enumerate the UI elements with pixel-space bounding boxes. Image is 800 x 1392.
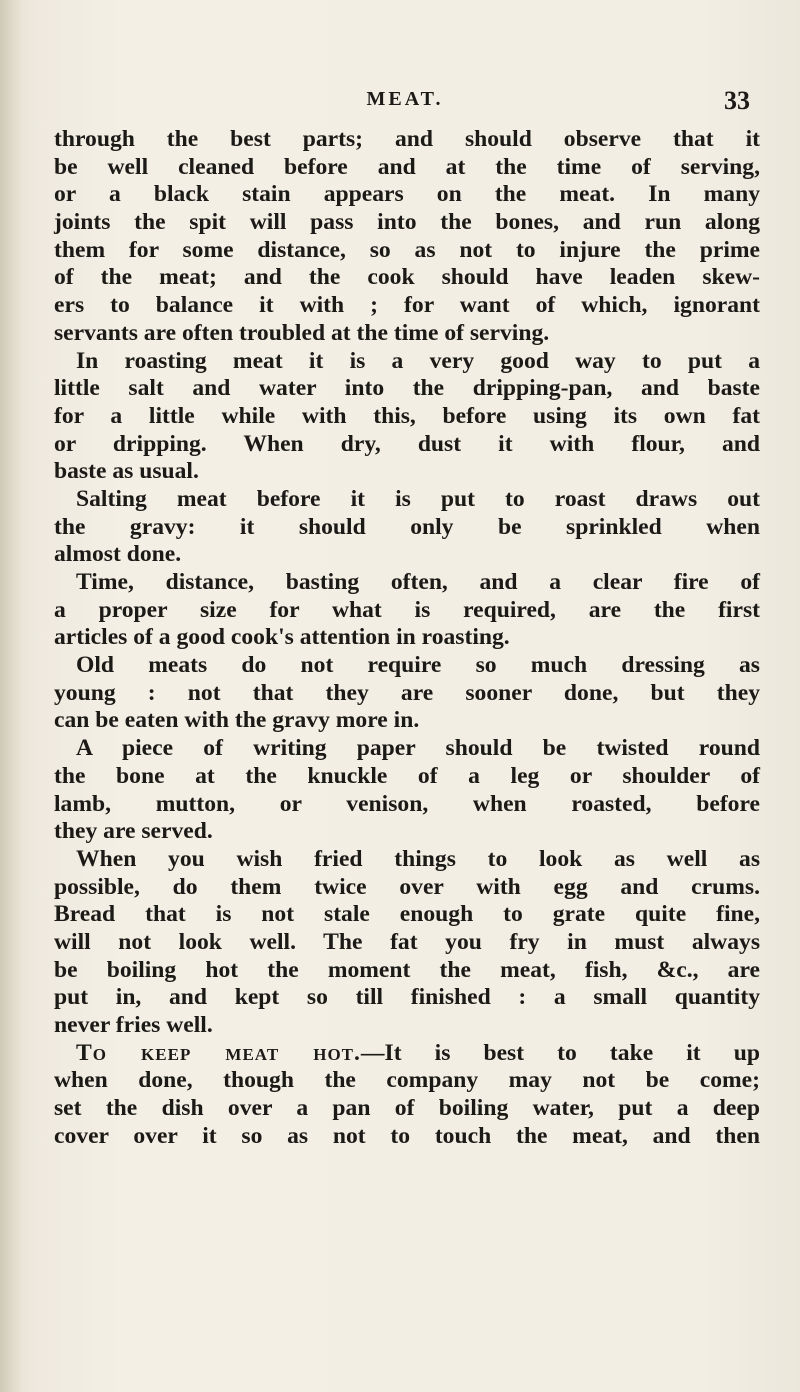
running-title: MEAT. [366, 88, 444, 110]
text-line: them for some distance, so as not to injure the prime [54, 236, 760, 263]
text-line: Time, distance, basting often, and a clear fire of [76, 569, 760, 595]
paragraph-heading-rest: —It is best to take it up [360, 1039, 760, 1066]
text-line: never fries well. [54, 1012, 213, 1038]
text-line: be boiling hot the moment the meat, fish, &c., are [54, 956, 760, 983]
text-line: ers to balance it with ; for want of which, ignorant [54, 292, 760, 319]
text-line: Old meats do not require so much dressing as [76, 652, 760, 679]
text-line: when done, though the company may not be come; [54, 1067, 760, 1094]
text-line: baste as usual. [54, 458, 199, 485]
text-line: set the dish over a pan of boiling water, put a deep [54, 1095, 760, 1122]
running-head [60, 88, 750, 118]
text-line: joints the spit will pass into the bones, and run along [54, 209, 760, 236]
paragraph-heading: To keep meat hot. [76, 1039, 361, 1066]
text-line: cover over it so as not to touch the meat, and then [54, 1122, 760, 1149]
text-line: Bread that is not stale enough to grate quite fine, [54, 901, 760, 928]
text-line: or a black stain appears on the meat. In many [54, 181, 760, 208]
text-line: they are served. [54, 818, 213, 845]
text-line: In roasting meat it is a very good way to put a [76, 347, 760, 374]
text-line: young : not that they are sooner done, but they [54, 679, 760, 706]
text-line: Salting meat before it is put to roast draws out [76, 485, 760, 512]
text-line: will not look well. The fat you fry in must always [54, 928, 760, 955]
text-line: or dripping. When dry, dust it with flour, and [54, 430, 760, 457]
text-line: of the meat; and the cook should have leaden skew- [54, 264, 760, 291]
text-line: can be eaten with the gravy more in. [54, 707, 420, 734]
text-line: lamb, mutton, or venison, when roasted, before [54, 790, 760, 817]
text-line: articles of a good cook's attention in roasting. [54, 624, 510, 651]
text-line: possible, do them twice over with egg and crums. [54, 873, 760, 900]
text-line: put in, and kept so till finished : a small quantity [54, 984, 760, 1011]
text-line: be well cleaned before and at the time of serving, [54, 153, 760, 180]
page-number: 33 [724, 86, 750, 115]
text-line: the gravy: it should only be sprinkled when [54, 513, 760, 540]
text-line: the bone at the knuckle of a leg or shoulder of [54, 762, 760, 789]
text-line [54, 1040, 760, 1068]
page-gutter-shadow [0, 0, 22, 1392]
text-line: a proper size for what is required, are the first [54, 596, 760, 623]
body-text [54, 126, 760, 1150]
text-line: through the best parts; and should observe that it [54, 126, 760, 152]
text-line: servants are often troubled at the time of serving. [54, 319, 550, 346]
text-line: little salt and water into the dripping-pan, and baste [54, 375, 760, 402]
text-line: almost done. [54, 541, 182, 568]
text-line: When you wish fried things to look as well as [76, 845, 760, 872]
text-line: for a little while with this, before using its own fat [54, 402, 760, 429]
text-line: A piece of writing paper should be twisted round [76, 735, 760, 762]
